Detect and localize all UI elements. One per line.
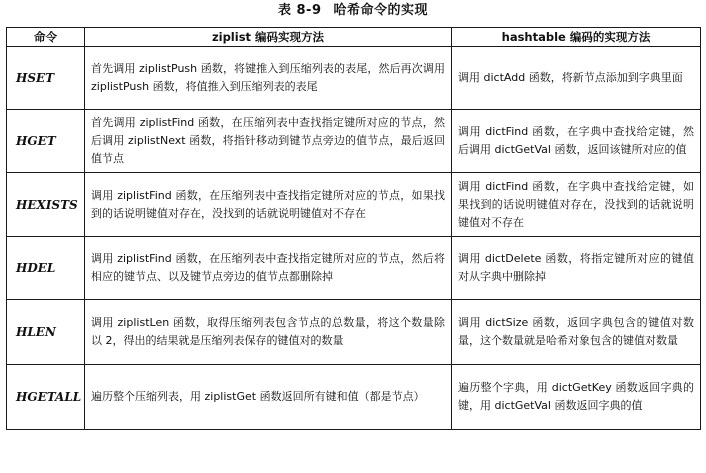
ziplist-cell: 遍历整个压缩列表，用 ziplistGet 函数返回所有键和值（都是节点）: [85, 365, 452, 430]
command-cell: HGET: [7, 110, 85, 173]
header-command: 命令: [7, 28, 85, 47]
ziplist-cell: 调用 ziplistLen 函数，取得压缩列表包含节点的总数量，将这个数量除以 2，得出的结果就是压缩列表保存的键值对的数量: [85, 300, 452, 365]
command-cell: HGETALL: [7, 365, 85, 430]
hashtable-cell: 调用 dictFind 函数，在字典中查找给定键，然后调用 dictGetVal 函数，返回该键所对应的值: [452, 110, 701, 173]
ziplist-cell: 调用 ziplistFind 函数，在压缩列表中查找指定键所对应的节点，如果找到的话说明键值对存在，没找到的话就说明键值对不存在: [85, 173, 452, 237]
table-row: [7, 300, 701, 365]
table-row: [7, 47, 701, 110]
table-row: [7, 110, 701, 173]
header-hashtable: hashtable 编码的实现方法: [452, 28, 701, 47]
hash-commands-table: [6, 27, 701, 430]
ziplist-cell: 首先调用 ziplistPush 函数，将键推入到压缩列表的表尾，然后再次调用 ziplistPush 函数，将值推入到压缩列表的表尾: [85, 47, 452, 110]
table-header-row: [7, 28, 701, 47]
hashtable-cell: 调用 dictDelete 函数，将指定键所对应的键值对从字典中删除掉: [452, 237, 701, 300]
header-ziplist: ziplist 编码实现方法: [85, 28, 452, 47]
command-cell: HDEL: [7, 237, 85, 300]
command-cell: HLEN: [7, 300, 85, 365]
command-cell: HSET: [7, 47, 85, 110]
table-row: [7, 237, 701, 300]
hashtable-cell: 调用 dictAdd 函数，将新节点添加到字典里面: [452, 47, 701, 110]
table-row: [7, 365, 701, 430]
command-cell: HEXISTS: [7, 173, 85, 237]
hashtable-cell: 调用 dictFind 函数，在字典中查找给定键，如果找到的话说明键值对存在，没找到的话就说明键值对不存在: [452, 173, 701, 237]
ziplist-cell: 调用 ziplistFind 函数，在压缩列表中查找指定键所对应的节点，然后将相应的键节点、以及键节点旁边的值节点都删除掉: [85, 237, 452, 300]
caption-number: 表 8-9: [277, 3, 322, 18]
table-row: [7, 173, 701, 237]
hashtable-cell: 调用 dictSize 函数，返回字典包含的键值对数量，这个数量就是哈希对象包含的键值对数量: [452, 300, 701, 365]
caption-title: 哈希命令的实现: [333, 3, 429, 18]
table-caption: [0, 2, 706, 20]
hashtable-cell: 遍历整个字典，用 dictGetKey 函数返回字典的键，用 dictGetVal 函数返回字典的值: [452, 365, 701, 430]
ziplist-cell: 首先调用 ziplistFind 函数，在压缩列表中查找指定键所对应的节点，然后调用 ziplistNext 函数，将指针移动到键节点旁边的值节点，最后返回值节点: [85, 110, 452, 173]
